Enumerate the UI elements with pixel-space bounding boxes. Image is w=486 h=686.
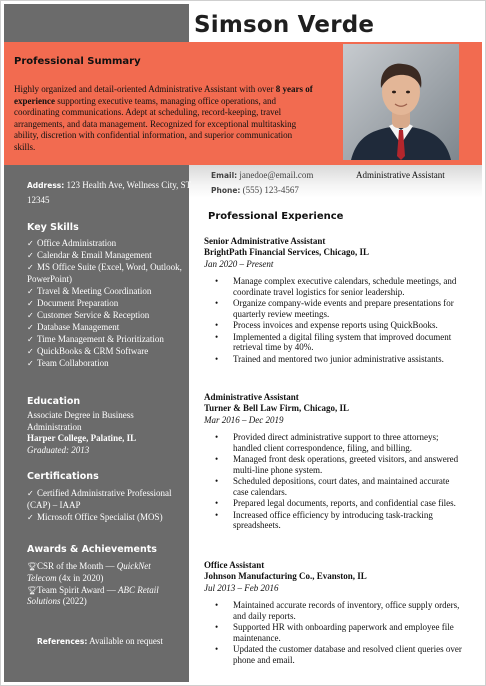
certifications-list: [27, 488, 182, 524]
candidate-name: Simson Verde: [194, 12, 375, 38]
check-icon: ✓: [27, 512, 34, 522]
awards-list: [27, 561, 177, 608]
job-dates: Jan 2020 – Present: [204, 259, 274, 269]
check-icon: ✓: [27, 358, 34, 368]
education-degree: Associate Degree in Business Administration: [27, 410, 134, 432]
job-bullet: • Scheduled depositions, court dates, and maintained accurate case calendars.: [215, 476, 464, 497]
certification-item: ✓ Certified Administrative Professional (CAP) – IAAP: [27, 488, 172, 510]
job-bullet: • Trained and mentored two junior administrative assistants.: [215, 354, 464, 365]
job-company: Johnson Manufacturing Co., Evanston, IL: [204, 571, 367, 581]
awards-heading: Awards & Achievements: [27, 544, 157, 555]
education-heading: Education: [27, 396, 81, 407]
job-bullet: • Manage complex executive calendars, schedule meetings, and coordinate travel logistics for senior leadership.: [215, 276, 464, 297]
job-company: Turner & Bell Law Firm, Chicago, IL: [204, 403, 350, 413]
check-icon: ✓: [27, 489, 34, 498]
check-icon: ✓: [27, 298, 34, 308]
job-role: Senior Administrative Assistant: [204, 236, 326, 246]
skill-item: ✓ Calendar & Email Management: [27, 250, 152, 260]
summary-heading: Professional Summary: [14, 56, 141, 67]
job-bullet: • Process invoices and expense reports using QuickBooks.: [215, 320, 464, 331]
skill-item: ✓ Customer Service & Reception: [27, 309, 150, 320]
profile-photo: [343, 44, 459, 160]
check-icon: ✓: [27, 251, 34, 260]
job-company: BrightPath Financial Services, Chicago, IL: [204, 247, 369, 257]
key-skills-list: [27, 238, 187, 370]
job-bullet: • Provided direct administrative support to three attorneys; handled client correspondence, filing, and billing.: [215, 432, 464, 453]
check-icon: ✓: [27, 322, 34, 332]
education-graduated: Graduated: 2013: [27, 444, 90, 455]
award-item: 🏆︎Team Spirit Award — ABC Retail Solutions (2022): [27, 584, 159, 606]
address: Address: 123 Health Ave, Wellness City, ST 12345: [27, 180, 191, 205]
trophy-icon: 🏆︎: [27, 585, 38, 595]
job-role: Office Assistant: [204, 560, 265, 570]
skill-item: ✓ Time Management & Prioritization: [27, 333, 164, 344]
experience-heading: Professional Experience: [208, 211, 344, 222]
job-bullet: • Supported HR with onboarding paperwork and employee file maintenance.: [215, 622, 464, 643]
education-school: Harper College, Palatine, IL: [27, 433, 137, 443]
job-bullet: • Prepared legal documents, reports, and confidential case files.: [215, 498, 464, 509]
job-title: Administrative Assistant: [356, 170, 445, 180]
check-icon: ✓: [27, 239, 34, 248]
skill-item: ✓ MS Office Suite (Excel, Word, Outlook, PowerPoint): [27, 262, 182, 284]
skill-item: ✓ QuickBooks & CRM Software: [27, 345, 149, 356]
skill-item: ✓ Travel & Meeting Coordination: [27, 285, 152, 296]
trophy-icon: 🏆︎: [27, 562, 38, 571]
job-entry: [204, 236, 464, 365]
skill-item: ✓ Document Preparation: [27, 297, 119, 308]
check-icon: ✓: [27, 346, 34, 356]
job-bullet: • Maintained accurate records of inventory, office supply orders, and daily reports.: [215, 600, 464, 621]
check-icon: ✓: [27, 286, 34, 296]
check-icon: ✓: [27, 263, 34, 272]
job-entry: [204, 392, 464, 532]
certifications-heading: Certifications: [27, 471, 99, 482]
check-icon: ✓: [27, 310, 34, 320]
references: References: Available on request: [37, 636, 163, 646]
job-dates: Mar 2016 – Dec 2019: [204, 415, 284, 425]
job-dates: Jul 2013 – Feb 2016: [204, 583, 279, 593]
job-entry: [204, 560, 464, 666]
job-role: Administrative Assistant: [204, 392, 299, 402]
job-bullet: • Updated the customer database and resolved client queries over phone and email.: [215, 644, 464, 665]
job-bullet: • Managed front desk operations, greeted visitors, and answered multi-line phone system.: [215, 454, 464, 475]
job-bullet: • Organize company-wide events and prepare presentations for quarterly review meetings.: [215, 298, 464, 319]
skill-item: ✓ Database Management: [27, 321, 120, 332]
skill-item: ✓ Team Collaboration: [27, 357, 109, 368]
job-bullet: • Implemented a digital filing system that improved document retrieval time by 40%.: [215, 332, 464, 353]
award-item: 🏆︎CSR of the Month — QuickNet Telecom (4x in 2020): [27, 561, 151, 583]
skill-item: ✓ Office Administration: [27, 238, 117, 248]
certification-item: ✓ Microsoft Office Specialist (MOS): [27, 511, 163, 522]
education-block: [27, 410, 177, 456]
contact-email[interactable]: Email: janedoe@email.com: [211, 170, 314, 180]
contact-phone: Phone: (555) 123-4567: [211, 185, 299, 195]
key-skills-heading: Key Skills: [27, 222, 79, 233]
summary-text: Highly organized and detail-oriented Administrative Assistant with over 8 years of experience supporting executive teams, managing office operations, and coordinating communications. Adept at scheduling, record-keeping, travel arrangements, and data management. Recognized for exceptional multitasking ability, discretion with confidential information, and superior communication skills.: [14, 84, 313, 152]
check-icon: ✓: [27, 334, 34, 344]
job-bullet: • Increased office efficiency by introducing task-tracking spreadsheets.: [215, 510, 464, 531]
